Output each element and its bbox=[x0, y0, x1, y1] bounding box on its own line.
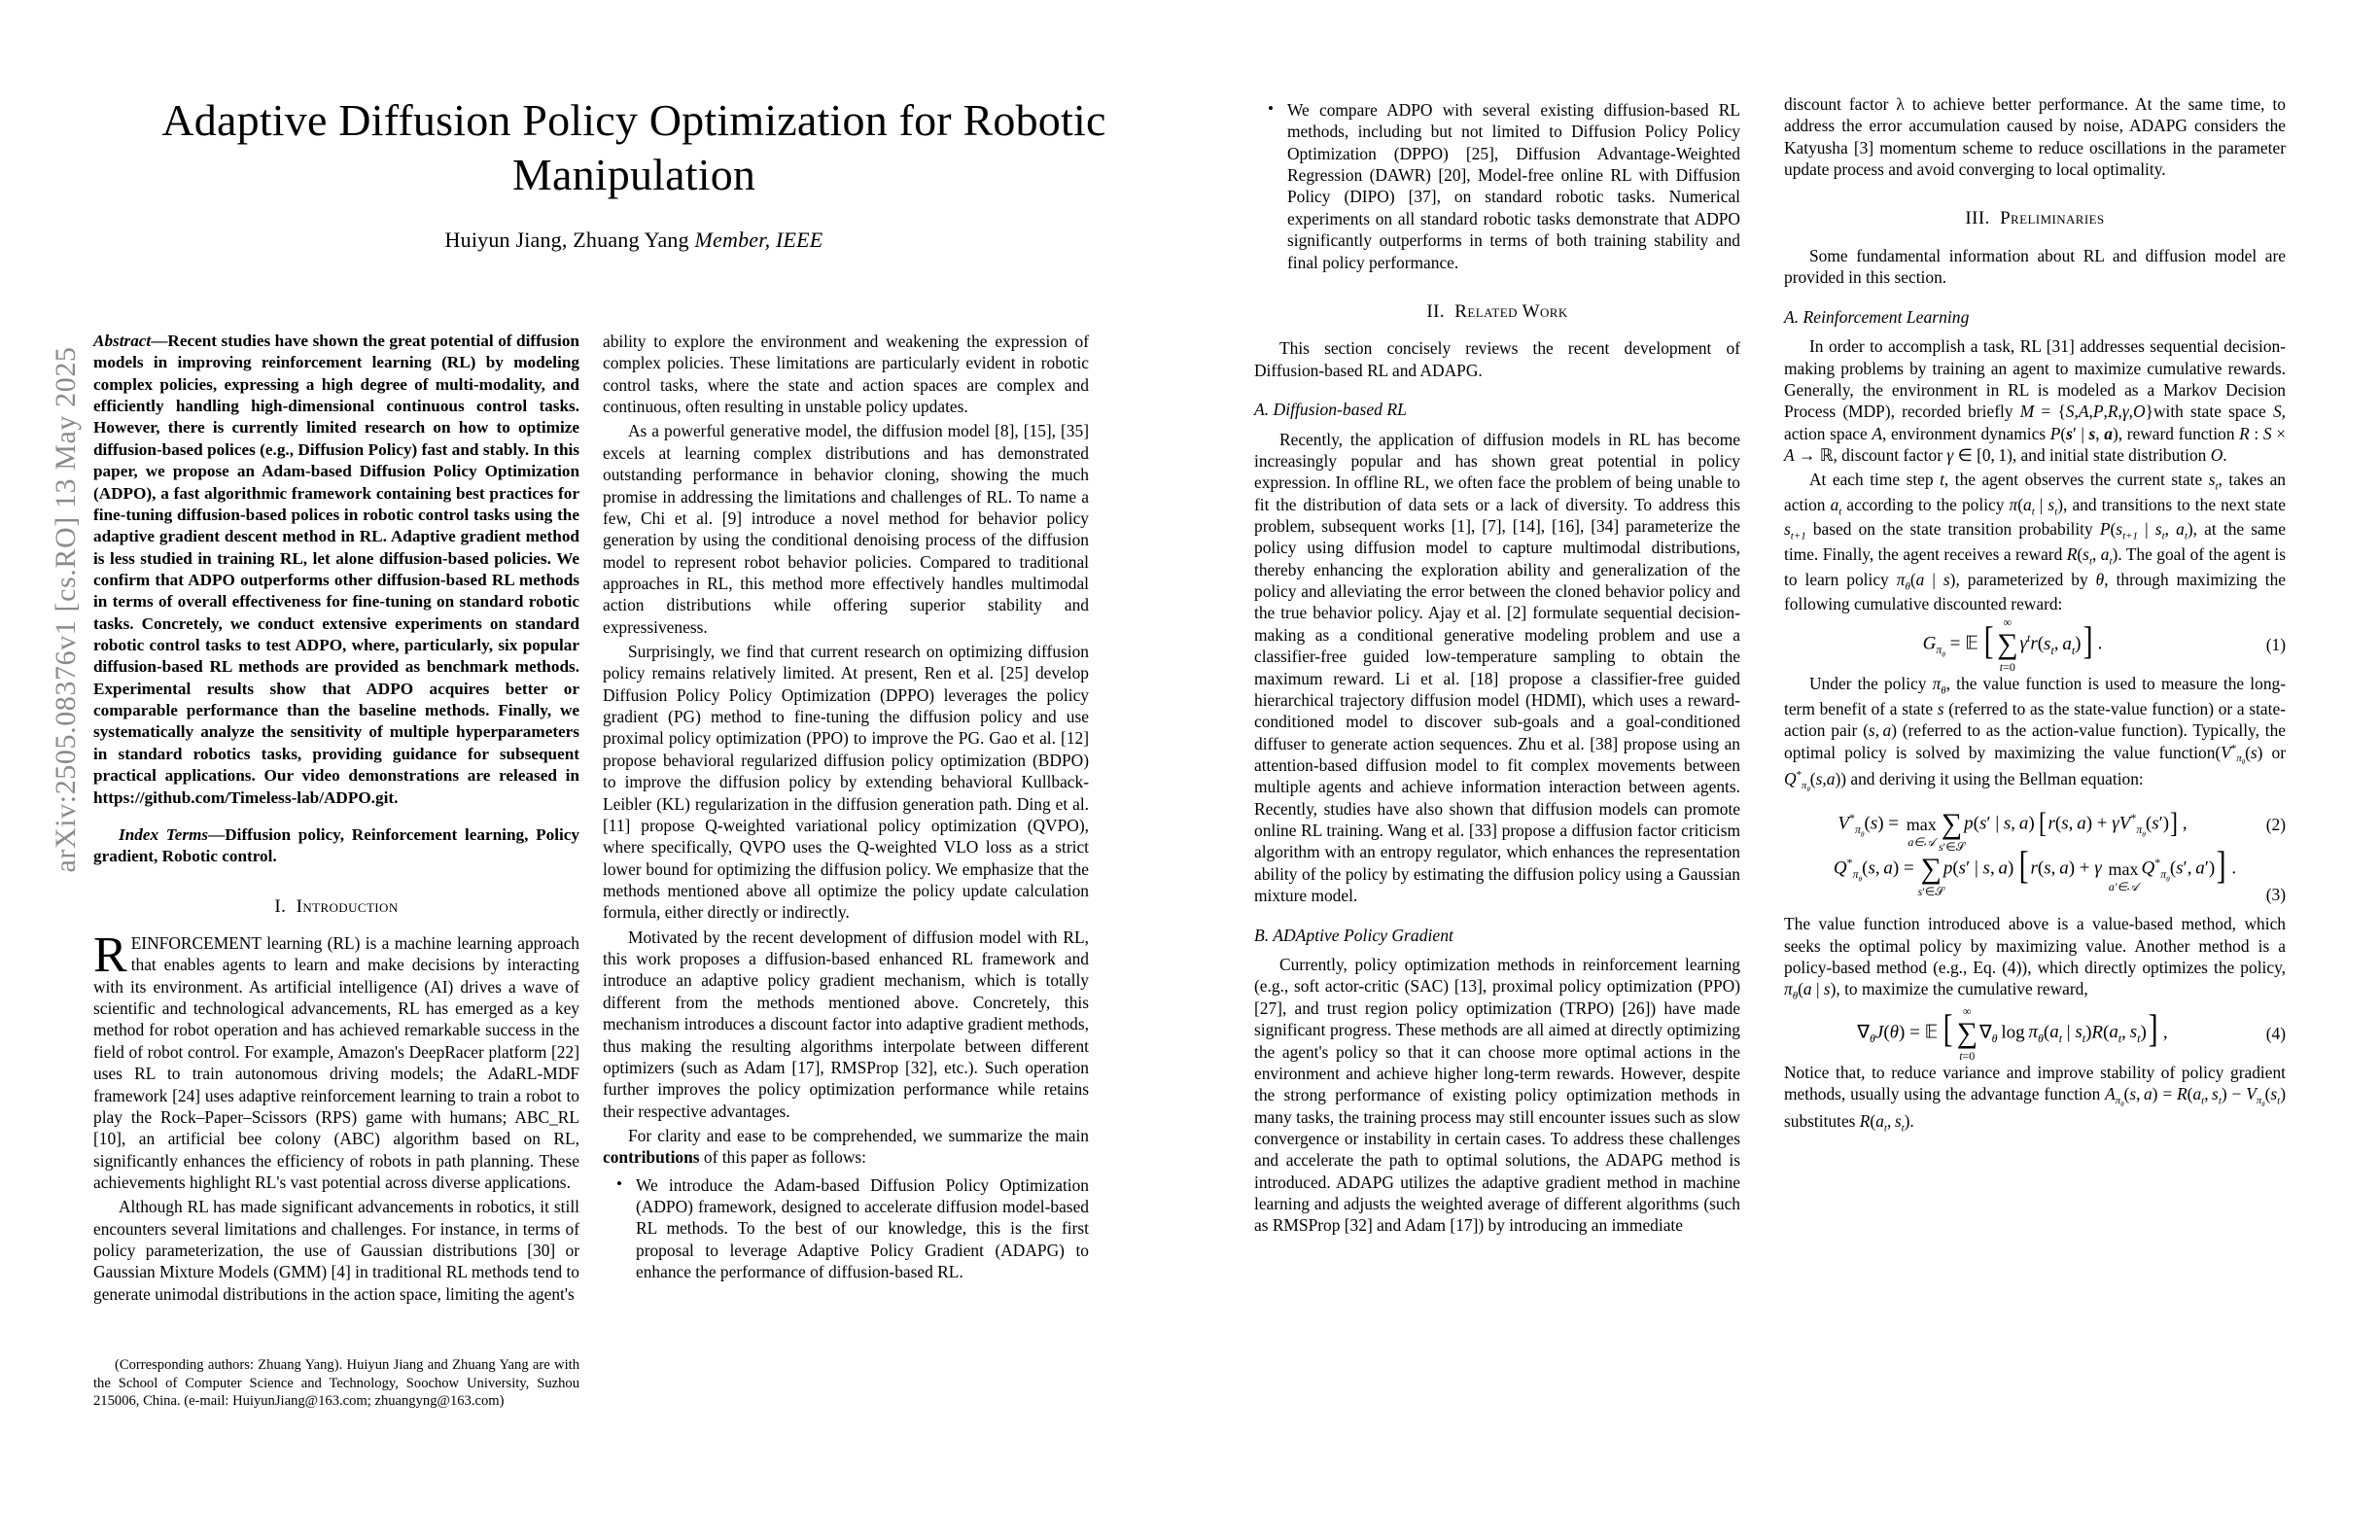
intro-smallcaps-run: EINFORCEMENT bbox=[130, 933, 262, 954]
intro-paragraph-2: Although RL has made significant advancements in robotics, it still encounters several limitations and challenges. For instance, in terms of policy parameterization, the use of Gaussian distributions [30] or Gaussian Mixture Models (GMM) [4] in traditional RL methods tend to generate unimodal distributions in the action space, limiting the agent's bbox=[93, 1197, 579, 1304]
equation-1-number: (1) bbox=[2265, 635, 2286, 655]
equation-1-body: $G\pi_\theta$ = 𝔼 [ ∞ ∑ t=0 $\gamma^tr(s_t$, $a_t$)] . bbox=[1922, 615, 2103, 675]
intro-paragraph-1-body: learning (RL) is a machine learning approach that enables agents to learn and make decisions by interacting with its environment. As artificial intelligence (AI) drives a wave of scientific and technological advancements, RL has emerged as a key method for robot operation and has achieved remarkable success in the field of robot control. For example, Amazon's DeepRacer platform [22] uses RL to train autonomous driving models; the AdaRL-MDF framework [24] uses adaptive reinforcement learning to train a robot to play the Rock–Paper–Scissors (RPS) game with humans; ABC_RL [10], an artificial bee colony (ABC) algorithm based on RL, significantly enhances the efficiency of robots in path planning. These achievements highlight RL's vast potential across diverse applications. bbox=[93, 933, 579, 1192]
col3-paragraph-1: This section concisely reviews the recent development of Diffusion-based RL and ADAPG. bbox=[1254, 338, 1740, 380]
column-two bbox=[603, 331, 1089, 1287]
equation-3 bbox=[1784, 842, 2286, 905]
section-number: I. bbox=[274, 895, 287, 917]
equation-2-number: (2) bbox=[2265, 815, 2286, 835]
subsection-heading-reinforcement-learning: A. Reinforcement Learning bbox=[1784, 306, 1970, 327]
title-block bbox=[93, 93, 1174, 253]
contrib-bold: contributions bbox=[603, 1147, 700, 1168]
section-number: III. bbox=[1965, 208, 1990, 229]
index-terms-dash: — bbox=[208, 824, 226, 844]
equation-2-body: $V^*\pi_\theta(s) = \max$ a∈𝒜 ∑ s′∈𝒮 p(s′ | s, a) [r(s, $a) + \gamma V^*\pi_\theta(s')$] , bbox=[1838, 806, 2188, 855]
section-heading-introduction bbox=[93, 895, 579, 919]
subsection-heading-diffusion-rl: A. Diffusion-based RL bbox=[1254, 400, 1407, 419]
column-four bbox=[1784, 93, 2286, 1135]
section-number: II. bbox=[1426, 300, 1445, 322]
col3-paragraph-2: Recently, the application of diffusion models in RL has become increasingly popular and has shown great potential in policy expression. In offline RL, we often face the problem of being unable to fit the distribution of data sets or a lack of diversity. To address this problem, subsequent works [1], [7], [14], [16], [34] parameterize the policy using diffusion model to capture multimodal distributions, thereby enhancing the exploration ability and generalization of the policy and alleviating the error between the cloned behavior policy and the true behavior policy. Ajay et al. [2] formulate sequential decision-making as a conditional generative modeling problem and use a classifier-free guided low-temperature sampling to obtain the maximum reward. Li et al. [18] propose a classifier-free guided hierarchical trajectory diffusion model (HDMI), which uses a reward-conditioned model to discover sub-goals and a goal-conditioned diffuser to generate action sequences. Zhu et al. [38] propose using an attention-based diffusion model to fit complex movements between multiple agents and achieve information interaction between agents. Recently, studies have also shown that diffusion models can promote online RL training. Wang et al. [33] propose a diffusion factor criticism algorithm with an entropy regulator, which enhances the representation ability of the policy by estimating the diffusion policy using a Gaussian mixture model. bbox=[1254, 429, 1740, 906]
intro-paragraph-1 bbox=[93, 928, 579, 1193]
abstract-paragraph bbox=[93, 331, 579, 809]
mdp-tuple-math: M bbox=[2019, 402, 2035, 422]
footnote-text: (Corresponding authors: Zhuang Yang). Huiyun Jiang and Zhuang Yang are with the School of Computer Science and Technology, Soochow University, Suzhou 215006, China. (e-mail: HuiyunJiang@163.com; zhuangyng@163.com) bbox=[93, 1357, 579, 1410]
section-title: Introduction bbox=[296, 895, 399, 917]
col2-paragraph-2: As a powerful generative model, the diffusion model [8], [15], [35] excels at learning complex distributions and has demonstrated outstanding performance in behavior cloning, showing the much promise in addressing the limitations and challenges of RL. To name a few, Chi et al. [9] introduce a novel method for behavior policy generation by using the conditional denoising process of the diffusion model to represent robot behavior policies. Compared to traditional approaches in RL, this method more effectively handles multimodal action distributions while offering superior stability and expressiveness. bbox=[603, 421, 1089, 637]
col2-paragraph-3: Surprisingly, we find that current research on optimizing diffusion policy remains relatively limited. At present, Ren et al. [25] develop Diffusion Policy Policy Optimization (DPPO) leverages the policy gradient (PG) method to fine-tuning the diffusion policy and use proximal policy optimization (PPO) to improve the PG. Gao et al. [12] propose behavioral regularized diffusion policy optimization (BDPO) to improve the diffusion policy by extending behavioral Kullback-Leibler (KL) regularization in the diffusion generation path. Ding et al. [11] propose Q-weighted variational policy optimization (QVPO), where specifically, QVPO uses the Q-weighted VLO loss as a strict lower bound for optimizing the diffusion policy. We emphasize that the methods mentioned above all optimize the policy update calculation formula, either directly or indirectly. bbox=[603, 642, 1089, 923]
subsection-heading-adaptive-policy-gradient: B. ADAptive Policy Gradient bbox=[1254, 925, 1453, 945]
page-title: Adaptive Diffusion Policy Optimization for Robotic Manipulation bbox=[161, 95, 1106, 200]
abstract-body: Recent studies have shown the great potential of diffusion models in improving reinforcement learning (RL) by modeling complex policies, expressing a high degree of multi-modality, and efficiently handling high-dimensional continuous control tasks. However, there is currently limited research on how to optimize diffusion-based polices (e.g., Diffusion Policy) fast and stably. In this paper, we propose an Adam-based Diffusion Policy Optimization (ADPO), a fast algorithmic framework containing best practices for fine-tuning diffusion-based polices in robotic control tasks using the adaptive gradient descent method in RL. Adaptive gradient method is less studied in training RL, let alone diffusion-based policies. We confirm that ADPO outperforms other diffusion-based RL methods in terms of overall effectiveness for fine-tuning on standard robotic tasks. Concretely, we conduct extensive experiments on standard robotic control tasks to test ADPO, where, particularly, six popular diffusion-based RL methods are provided as benchmark methods. Experimental results show that ADPO acquires better or comparable performance than the baseline methods. Finally, we systematically analyze the sensitivity of multiple hyperparameters in standard robotics tasks, providing guidance for subsequent practical applications. Our video demonstrations are released in https://github.com/Timeless-lab/ADPO.git. bbox=[93, 332, 579, 807]
index-terms-body: Diffusion policy, Reinforcement learning, Policy gradient, Robotic control. bbox=[93, 824, 579, 866]
col4-paragraph-2: Some fundamental information about RL and diffusion model are provided in this section. bbox=[1784, 245, 2286, 288]
section-title: Related Work bbox=[1454, 300, 1568, 322]
arxiv-stamp: arXiv:2505.08376v1 [cs.RO] 13 May 2025 bbox=[50, 346, 82, 873]
col2-paragraph-5 bbox=[603, 1125, 1089, 1169]
section-heading-preliminaries bbox=[1784, 207, 2286, 230]
col4-paragraph-6: The value function introduced above is a value-based method, which seeks the optimal policy by maximizing value. Another method is a policy-based method (e.g., Eq. (4)), which directly optimizes the policy, $\pi_\theta(a$ | s), to maximize the cumulative reward, bbox=[1784, 914, 2286, 1002]
contrib-intro-pre: For clarity and ease to be comprehended, we summarize the main bbox=[628, 1125, 1089, 1145]
index-terms-paragraph bbox=[93, 824, 579, 868]
col4-paragraph-3: In order to accomplish a task, RL [31] addresses sequential decision-making problems by training an agent to maximize cumulative rewards. Generally, the environment in RL is modeled as a Markov Decision Process (MDP), recorded briefly M = {S,A,P,R,γ,O}with state space S, action space A, environment dynamics P(s′ | s, a), reward function R : S × A → ℝ, discount factor γ ∈ [0, 1), and initial state distribution O. bbox=[1784, 336, 2287, 465]
col4-paragraph-4: At each time step t, the agent observes the current state $s_t$, takes an action $a_t$ according to the policy $\pi(a_t$ | $s_t$), and transitions to the next state $s_{t+1}$ based on the state transition probability $P(s_{t+1}$ | $s_t$, $a_t$), at the same time. Finally, the agent receives a reward $R(s_t$, $a_t$). The goal of the agent is to learn policy $\pi_\theta(a$ | s), parameterized by θ, through maximizing the following cumulative discounted reward: bbox=[1784, 470, 2286, 614]
col3-paragraph-3: Currently, policy optimization methods in reinforcement learning (e.g., soft actor-critic (SAC) [13], proximal policy optimization (PPO) [27], and trust region policy optimization (TRPO) [26]) have made significant progress. These methods are all aimed at directly optimizing the agent's policy so that it can choose more optimal actions in the environment and achieve higher long-term rewards. However, despite the strong performance of existing policy optimization methods in many tasks, the training process may still encounter issues such as slow convergence or instability in certain cases. To address these challenges and accelerate the path to optimal solutions, the ADAPG method is introduced. ADAPG utilizes the adaptive gradient method in machine learning and adjusts the weighted average of different algorithms (such as RMSProp [32] and Adam [17]) by introducing an immediate bbox=[1254, 955, 1740, 1236]
contrib-intro-post: of this paper as follows: bbox=[699, 1147, 866, 1168]
author-names: Huiyun Jiang, Zhuang Yang bbox=[444, 228, 695, 253]
equation-1 bbox=[1784, 615, 2286, 675]
contributions-list bbox=[603, 1174, 1089, 1283]
col4-paragraph-5: Under the policy $\pi_\theta$, the value function is used to measure the long-term benefit of a state s (referred to as the state-value function) or a state-action pair (s, a) (referred to as the action-value function). Typically, the optimal policy is solved by maximizing the value $function(V^*\pi_\theta(s)$ or $Q^*\pi_\theta(s,a)$) and deriving it using the Bellman equation: bbox=[1784, 674, 2286, 793]
col2-paragraph-4: Motivated by the recent development of diffusion model with RL, this work proposes a diffusion-based enhanced RL framework and introduce an adaptive policy gradient mechanism, which is totally different from the methods mentioned above. Concretely, this mechanism introduces a discount factor into adaptive gradient methods, thus making the resulting algorithms interpolate between different optimizers (such as Adam [17], RMSProp [32], etc.). Such operation further improves the policy optimization performance while retains their respective advantages. bbox=[603, 927, 1089, 1121]
section-heading-related-work bbox=[1254, 300, 1740, 324]
contributions-list-continued bbox=[1254, 99, 1740, 273]
col4-paragraph-3-lead: In order to accomplish a task, RL [31] addresses sequential decision-making problems by training an agent to maximize cumulative rewards. Generally, the environment in RL is modeled as a Markov Decision Process (MDP), recorded briefly bbox=[1784, 336, 2286, 422]
abstract-dash: — bbox=[151, 332, 168, 350]
abstract-label: Abstract bbox=[93, 332, 152, 350]
list-item: • We introduce the Adam-based Diffusion Policy Optimization (ADPO) framework, designed to accelerate diffusion model-based RL methods. To the best of our knowledge, this is the first proposal to leverage Adaptive Policy Gradient (ADAPG) to enhance the performance of diffusion-based RL. bbox=[636, 1174, 1089, 1283]
col2-paragraph-1: ability to explore the environment and weakening the expression of complex policies. These limitations are particularly evident in robotic control tasks, where the state and action spaces are complex and continuous, often resulting in unstable policy updates. bbox=[603, 332, 1089, 417]
equation-4-body: $\nabla_\theta J(\theta)$ = 𝔼 [ ∞ ∑ t=0 $\nabla_\theta$ $\log \pi_\theta(a_t$ | $s_t)R(a_t$, $s_t$)] , bbox=[1857, 1004, 2168, 1064]
col4-paragraph-1: discount factor λ to achieve better performance. At the same time, to address the error accumulation caused by noise, ADAPG considers the Katyusha [3] momentum scheme to reduce oscillations in the parameter update process and avoid converging to local optimality. bbox=[1784, 94, 2286, 180]
equation-2 bbox=[1784, 806, 2286, 855]
col4-paragraph-7: Notice that, to reduce variance and improve stability of policy gradient methods, usually using the advantage function $A\pi_\theta(s$, $a) = R(a_t$, $s_t) - V\pi_\theta(s_t)$ substitutes $R(a_t$, $s_t$). bbox=[1784, 1063, 2287, 1135]
equation-4-number: (4) bbox=[2265, 1023, 2286, 1043]
equation-4 bbox=[1784, 1004, 2286, 1064]
column-three bbox=[1254, 93, 1740, 1237]
drop-cap: R bbox=[93, 928, 127, 984]
column-one bbox=[93, 331, 579, 1305]
footnote-block bbox=[93, 1356, 579, 1411]
list-item: • We compare ADPO with several existing diffusion-based RL methods, including but not limited to Diffusion Policy Policy Optimization (DPPO) [25], Diffusion Advantage-Weighted Regression (DAWR) [20], Model-free online RL with Diffusion Policy (DIPO) [37], on standard robotic tasks. Numerical experiments on all standard robotic tasks demonstrate that ADPO significantly outperforms in terms of both training stability and final policy performance. bbox=[1287, 99, 1740, 273]
equation-3-body: $Q^*\pi_\theta(s$, a) = ∑ s′∈𝒮 p(s′ | s, a) [r(s, a) + γ max a′∈𝒜 $Q^*\pi_\theta(s'$, a′)] . bbox=[1833, 842, 2237, 899]
equation-3-number: (3) bbox=[2265, 885, 2286, 905]
author-membership: Member, IEEE bbox=[694, 228, 823, 253]
author-line bbox=[93, 228, 1174, 253]
section-title: Preliminaries bbox=[2000, 208, 2105, 229]
index-terms-label: Index Terms bbox=[119, 824, 209, 844]
